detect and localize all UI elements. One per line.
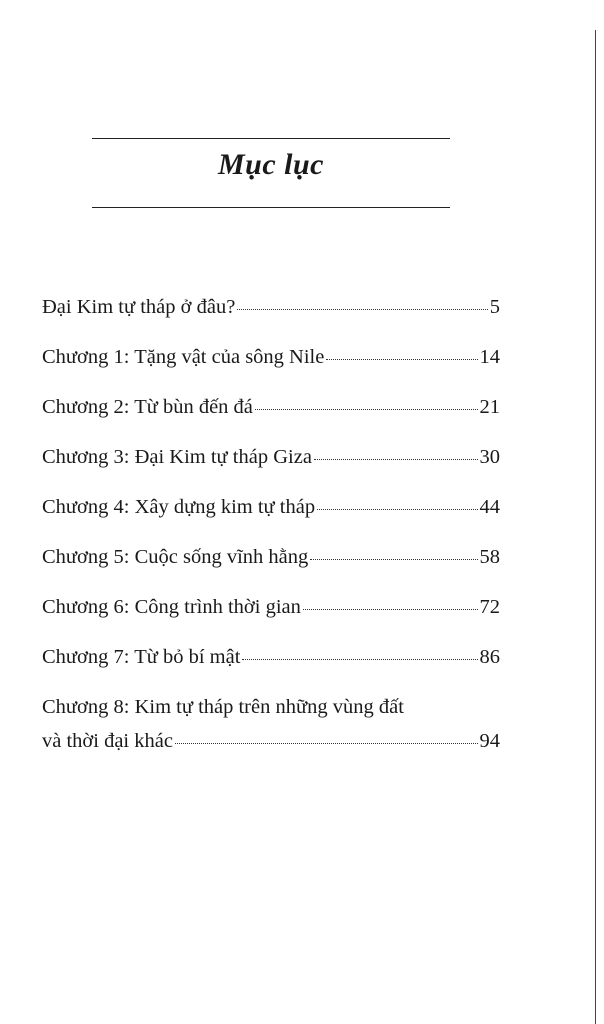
toc-entry[interactable] (42, 296, 500, 346)
page-title: Mục lục (217, 148, 324, 181)
toc-entry-label: Đại Kim tự tháp ở đâu? (42, 296, 236, 318)
toc-entry-label: Chương 2: Từ bùn đến đá (42, 396, 253, 418)
toc-entry[interactable] (42, 646, 500, 696)
toc-entry-page: 94 (479, 730, 500, 752)
toc-entry[interactable] (42, 546, 500, 596)
dot-leader (237, 309, 487, 310)
toc-entry-page: 14 (479, 346, 500, 368)
toc-entry-page: 58 (479, 546, 500, 568)
toc-entry-label: Chương 1: Tặng vật của sông Nile (42, 346, 325, 368)
dot-leader (326, 359, 477, 360)
title-rule-top (92, 138, 450, 139)
dot-leader (303, 609, 478, 610)
toc-entry-page: 72 (479, 596, 500, 618)
toc-entry-label: Chương 7: Từ bỏ bí mật (42, 646, 241, 668)
toc-entry-label-line2: và thời đại khác (42, 730, 173, 752)
dot-leader (317, 509, 477, 510)
toc-entry[interactable] (42, 396, 500, 446)
dot-leader (242, 659, 477, 660)
toc-entry-page: 30 (479, 446, 500, 468)
toc-entry-label-line1: Chương 8: Kim tự tháp trên những vùng đất (42, 696, 404, 718)
toc-entry[interactable] (42, 596, 500, 646)
toc-entry-label: Chương 4: Xây dựng kim tự tháp (42, 496, 316, 518)
toc-entry[interactable] (42, 346, 500, 396)
dot-leader (175, 743, 478, 744)
toc-entry-label: Chương 6: Công trình thời gian (42, 596, 301, 618)
toc-entry-label: Chương 3: Đại Kim tự tháp Giza (42, 446, 312, 468)
toc-entry-page: 86 (479, 646, 500, 668)
toc-entry[interactable] (42, 496, 500, 546)
toc-entry[interactable] (42, 446, 500, 496)
toc-entry-label: Chương 5: Cuộc sống vĩnh hằng (42, 546, 309, 568)
toc-entry[interactable] (42, 696, 500, 753)
dot-leader (314, 459, 478, 460)
table-of-contents (42, 296, 500, 753)
toc-entry-page: 44 (479, 496, 500, 518)
page-edge-line (595, 30, 596, 1024)
dot-leader (310, 559, 477, 560)
toc-entry-page: 5 (489, 296, 500, 318)
dot-leader (255, 409, 478, 410)
title-rule-bottom (92, 207, 450, 208)
toc-entry-page: 21 (479, 396, 500, 418)
